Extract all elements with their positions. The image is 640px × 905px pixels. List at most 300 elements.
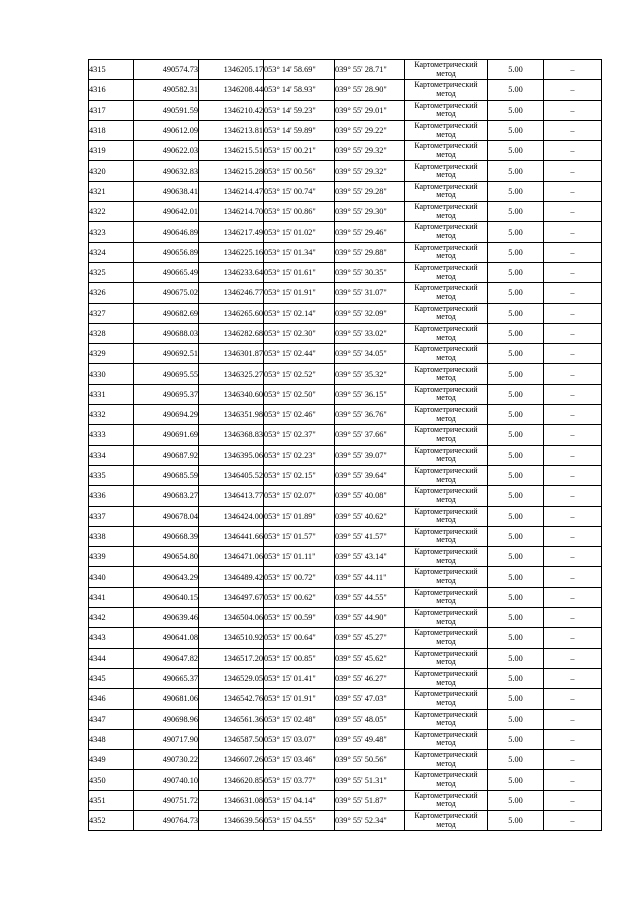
method-cell [405, 364, 488, 384]
method-cell [405, 668, 488, 688]
point-number-cell: 4316 [89, 80, 134, 100]
table-row [89, 425, 602, 445]
note-cell: – [544, 648, 602, 668]
method-line-2: метод [436, 231, 456, 241]
longitude-cell: 039° 55' 39.07" [335, 445, 405, 465]
longitude-cell: 039° 55' 39.64" [335, 465, 405, 485]
method-line-2: метод [436, 251, 456, 261]
accuracy-cell: 5.00 [488, 506, 544, 526]
longitude-cell: 039° 55' 29.46" [335, 222, 405, 242]
y-coordinate-cell: 1346205.17 [199, 60, 264, 80]
note-cell: – [544, 384, 602, 404]
x-coordinate-cell: 490574.73 [134, 60, 199, 80]
longitude-cell: 039° 55' 33.02" [335, 323, 405, 343]
y-coordinate-cell: 1346210.42 [199, 100, 264, 120]
point-number-cell: 4344 [89, 648, 134, 668]
y-coordinate-cell: 1346424.00 [199, 506, 264, 526]
table-row [89, 364, 602, 384]
method-line-1: Картометрический [414, 709, 478, 719]
longitude-cell: 039° 55' 44.55" [335, 587, 405, 607]
method-line-1: Картометрический [414, 222, 478, 232]
method-line-2: метод [436, 68, 456, 78]
method-cell [405, 486, 488, 506]
method-line-2: метод [436, 515, 456, 525]
longitude-cell: 039° 55' 45.62" [335, 648, 405, 668]
y-coordinate-cell: 1346208.44 [199, 80, 264, 100]
latitude-cell: 053° 15' 03.07" [264, 729, 335, 749]
accuracy-cell: 5.00 [488, 628, 544, 648]
note-cell: – [544, 222, 602, 242]
note-cell: – [544, 425, 602, 445]
point-number-cell: 4338 [89, 526, 134, 546]
method-line-2: метод [436, 576, 456, 586]
method-cell [405, 303, 488, 323]
point-number-cell: 4348 [89, 729, 134, 749]
table-row [89, 648, 602, 668]
note-cell: – [544, 608, 602, 628]
longitude-cell: 039° 55' 31.07" [335, 283, 405, 303]
y-coordinate-cell: 1346510.92 [199, 628, 264, 648]
method-cell [405, 445, 488, 465]
method-line-2: метод [436, 170, 456, 180]
method-line-2: метод [436, 312, 456, 322]
y-coordinate-cell: 1346542.76 [199, 689, 264, 709]
accuracy-cell: 5.00 [488, 283, 544, 303]
accuracy-cell: 5.00 [488, 445, 544, 465]
note-cell: – [544, 283, 602, 303]
longitude-cell: 039° 55' 40.08" [335, 486, 405, 506]
table-row [89, 587, 602, 607]
point-number-cell: 4341 [89, 587, 134, 607]
accuracy-cell: 5.00 [488, 181, 544, 201]
longitude-cell: 039° 55' 36.15" [335, 384, 405, 404]
longitude-cell: 039° 55' 45.27" [335, 628, 405, 648]
table-row [89, 323, 602, 343]
table-row [89, 60, 602, 80]
method-cell [405, 425, 488, 445]
table-row [89, 486, 602, 506]
longitude-cell: 039° 55' 46.27" [335, 668, 405, 688]
note-cell: – [544, 60, 602, 80]
y-coordinate-cell: 1346631.08 [199, 790, 264, 810]
x-coordinate-cell: 490687.92 [134, 445, 199, 465]
table-row [89, 810, 602, 830]
method-line-2: метод [436, 819, 456, 829]
y-coordinate-cell: 1346351.98 [199, 405, 264, 425]
method-cell [405, 384, 488, 404]
longitude-cell: 039° 55' 43.14" [335, 547, 405, 567]
latitude-cell: 053° 15' 02.30" [264, 323, 335, 343]
method-line-2: метод [436, 738, 456, 748]
latitude-cell: 053° 15' 00.59" [264, 608, 335, 628]
x-coordinate-cell: 490685.59 [134, 465, 199, 485]
method-line-1: Картометрический [414, 384, 478, 394]
longitude-cell: 039° 55' 32.09" [335, 303, 405, 323]
y-coordinate-cell: 1346413.77 [199, 486, 264, 506]
latitude-cell: 053° 15' 02.50" [264, 384, 335, 404]
latitude-cell: 053° 15' 00.21" [264, 141, 335, 161]
y-coordinate-cell: 1346340.60 [199, 384, 264, 404]
point-number-cell: 4319 [89, 141, 134, 161]
table-row [89, 181, 602, 201]
longitude-cell: 039° 55' 48.05" [335, 709, 405, 729]
latitude-cell: 053° 15' 02.15" [264, 465, 335, 485]
x-coordinate-cell: 490740.10 [134, 770, 199, 790]
y-coordinate-cell: 1346214.70 [199, 202, 264, 222]
y-coordinate-cell: 1346215.51 [199, 141, 264, 161]
method-cell [405, 608, 488, 628]
point-number-cell: 4343 [89, 628, 134, 648]
method-line-1: Картометрический [414, 80, 478, 90]
latitude-cell: 053° 15' 03.46" [264, 750, 335, 770]
latitude-cell: 053° 15' 00.56" [264, 161, 335, 181]
accuracy-cell: 5.00 [488, 120, 544, 140]
longitude-cell: 039° 55' 29.88" [335, 242, 405, 262]
method-line-1: Картометрический [414, 750, 478, 760]
method-cell [405, 242, 488, 262]
method-line-1: Картометрический [414, 648, 478, 658]
method-line-1: Картометрический [414, 303, 478, 313]
table-row [89, 202, 602, 222]
point-number-cell: 4350 [89, 770, 134, 790]
point-number-cell: 4346 [89, 689, 134, 709]
table-row [89, 242, 602, 262]
accuracy-cell: 5.00 [488, 526, 544, 546]
table-row [89, 222, 602, 242]
method-cell [405, 465, 488, 485]
method-line-2: метод [436, 291, 456, 301]
method-line-1: Картометрический [414, 60, 478, 70]
method-line-2: метод [436, 129, 456, 139]
accuracy-cell: 5.00 [488, 161, 544, 181]
point-number-cell: 4333 [89, 425, 134, 445]
table-row [89, 161, 602, 181]
latitude-cell: 053° 15' 02.48" [264, 709, 335, 729]
table-row [89, 506, 602, 526]
method-cell [405, 161, 488, 181]
note-cell: – [544, 587, 602, 607]
accuracy-cell: 5.00 [488, 668, 544, 688]
latitude-cell: 053° 15' 02.14" [264, 303, 335, 323]
latitude-cell: 053° 14' 59.89" [264, 120, 335, 140]
point-number-cell: 4334 [89, 445, 134, 465]
method-line-2: метод [436, 190, 456, 200]
point-number-cell: 4317 [89, 100, 134, 120]
x-coordinate-cell: 490698.96 [134, 709, 199, 729]
y-coordinate-cell: 1346561.36 [199, 709, 264, 729]
x-coordinate-cell: 490675.02 [134, 283, 199, 303]
table-row [89, 80, 602, 100]
method-cell [405, 141, 488, 161]
x-coordinate-cell: 490642.01 [134, 202, 199, 222]
latitude-cell: 053° 15' 01.89" [264, 506, 335, 526]
x-coordinate-cell: 490665.49 [134, 262, 199, 282]
method-cell [405, 202, 488, 222]
method-cell [405, 405, 488, 425]
accuracy-cell: 5.00 [488, 790, 544, 810]
method-line-1: Картометрический [414, 344, 478, 354]
latitude-cell: 053° 15' 02.07" [264, 486, 335, 506]
point-number-cell: 4332 [89, 405, 134, 425]
note-cell: – [544, 709, 602, 729]
point-number-cell: 4342 [89, 608, 134, 628]
accuracy-cell: 5.00 [488, 405, 544, 425]
y-coordinate-cell: 1346233.64 [199, 262, 264, 282]
method-line-2: метод [436, 535, 456, 545]
table-row [89, 689, 602, 709]
method-line-2: метод [436, 616, 456, 626]
longitude-cell: 039° 55' 51.87" [335, 790, 405, 810]
longitude-cell: 039° 55' 34.05" [335, 344, 405, 364]
method-cell [405, 344, 488, 364]
x-coordinate-cell: 490654.80 [134, 547, 199, 567]
x-coordinate-cell: 490668.39 [134, 526, 199, 546]
method-cell [405, 262, 488, 282]
method-line-1: Картометрический [414, 486, 478, 496]
latitude-cell: 053° 15' 00.62" [264, 587, 335, 607]
method-line-1: Картометрический [414, 608, 478, 618]
method-line-1: Картометрический [414, 100, 478, 110]
point-number-cell: 4326 [89, 283, 134, 303]
point-number-cell: 4328 [89, 323, 134, 343]
note-cell: – [544, 628, 602, 648]
x-coordinate-cell: 490764.73 [134, 810, 199, 830]
method-line-1: Картометрический [414, 689, 478, 699]
method-cell [405, 222, 488, 242]
longitude-cell: 039° 55' 44.11" [335, 567, 405, 587]
y-coordinate-cell: 1346265.60 [199, 303, 264, 323]
note-cell: – [544, 141, 602, 161]
longitude-cell: 039° 55' 35.32" [335, 364, 405, 384]
method-line-2: метод [436, 373, 456, 383]
table-row [89, 770, 602, 790]
method-cell [405, 120, 488, 140]
y-coordinate-cell: 1346529.05 [199, 668, 264, 688]
accuracy-cell: 5.00 [488, 100, 544, 120]
latitude-cell: 053° 15' 00.72" [264, 567, 335, 587]
method-cell [405, 567, 488, 587]
note-cell: – [544, 810, 602, 830]
x-coordinate-cell: 490622.03 [134, 141, 199, 161]
method-line-2: метод [436, 494, 456, 504]
method-cell [405, 100, 488, 120]
latitude-cell: 053° 15' 01.41" [264, 668, 335, 688]
table-row [89, 709, 602, 729]
latitude-cell: 053° 15' 04.55" [264, 810, 335, 830]
method-cell [405, 526, 488, 546]
method-line-1: Картометрический [414, 587, 478, 597]
longitude-cell: 039° 55' 29.30" [335, 202, 405, 222]
method-cell [405, 709, 488, 729]
accuracy-cell: 5.00 [488, 242, 544, 262]
point-number-cell: 4347 [89, 709, 134, 729]
accuracy-cell: 5.00 [488, 262, 544, 282]
accuracy-cell: 5.00 [488, 648, 544, 668]
point-number-cell: 4336 [89, 486, 134, 506]
point-number-cell: 4323 [89, 222, 134, 242]
method-line-2: метод [436, 271, 456, 281]
y-coordinate-cell: 1346395.06 [199, 445, 264, 465]
x-coordinate-cell: 490682.69 [134, 303, 199, 323]
method-cell [405, 628, 488, 648]
y-coordinate-cell: 1346217.49 [199, 222, 264, 242]
note-cell: – [544, 486, 602, 506]
x-coordinate-cell: 490643.29 [134, 567, 199, 587]
note-cell: – [544, 80, 602, 100]
method-line-1: Картометрический [414, 202, 478, 212]
latitude-cell: 053° 14' 58.93" [264, 80, 335, 100]
longitude-cell: 039° 55' 52.34" [335, 810, 405, 830]
note-cell: – [544, 303, 602, 323]
table-row [89, 344, 602, 364]
x-coordinate-cell: 490695.37 [134, 384, 199, 404]
note-cell: – [544, 547, 602, 567]
point-number-cell: 4349 [89, 750, 134, 770]
method-line-1: Картометрический [414, 181, 478, 191]
note-cell: – [544, 181, 602, 201]
method-line-2: метод [436, 474, 456, 484]
x-coordinate-cell: 490683.27 [134, 486, 199, 506]
point-number-cell: 4337 [89, 506, 134, 526]
accuracy-cell: 5.00 [488, 587, 544, 607]
note-cell: – [544, 161, 602, 181]
point-number-cell: 4345 [89, 668, 134, 688]
accuracy-cell: 5.00 [488, 770, 544, 790]
method-line-1: Картометрический [414, 790, 478, 800]
method-cell [405, 790, 488, 810]
method-line-1: Картометрический [414, 526, 478, 536]
longitude-cell: 039° 55' 40.62" [335, 506, 405, 526]
accuracy-cell: 5.00 [488, 303, 544, 323]
longitude-cell: 039° 55' 28.71" [335, 60, 405, 80]
note-cell: – [544, 790, 602, 810]
x-coordinate-cell: 490717.90 [134, 729, 199, 749]
latitude-cell: 053° 14' 58.69" [264, 60, 335, 80]
method-line-2: метод [436, 413, 456, 423]
y-coordinate-cell: 1346639.56 [199, 810, 264, 830]
accuracy-cell: 5.00 [488, 384, 544, 404]
y-coordinate-cell: 1346368.83 [199, 425, 264, 445]
table-row [89, 120, 602, 140]
note-cell: – [544, 364, 602, 384]
accuracy-cell: 5.00 [488, 364, 544, 384]
method-line-1: Картометрический [414, 263, 478, 273]
x-coordinate-cell: 490665.37 [134, 668, 199, 688]
x-coordinate-cell: 490691.69 [134, 425, 199, 445]
note-cell: – [544, 344, 602, 364]
accuracy-cell: 5.00 [488, 323, 544, 343]
method-line-1: Картометрический [414, 668, 478, 678]
latitude-cell: 053° 15' 02.23" [264, 445, 335, 465]
point-number-cell: 4340 [89, 567, 134, 587]
method-line-1: Картометрический [414, 729, 478, 739]
method-line-1: Картометрический [414, 770, 478, 780]
method-line-1: Картометрический [414, 425, 478, 435]
table-row [89, 790, 602, 810]
method-cell [405, 60, 488, 80]
longitude-cell: 039° 55' 36.76" [335, 405, 405, 425]
table-row [89, 445, 602, 465]
method-cell [405, 506, 488, 526]
longitude-cell: 039° 55' 37.66" [335, 425, 405, 445]
note-cell: – [544, 729, 602, 749]
coordinates-table-body [89, 60, 602, 831]
method-line-1: Картометрический [414, 323, 478, 333]
method-cell [405, 648, 488, 668]
table-row [89, 100, 602, 120]
method-line-1: Картометрический [414, 364, 478, 374]
method-line-1: Картометрический [414, 141, 478, 151]
latitude-cell: 053° 15' 00.74" [264, 181, 335, 201]
note-cell: – [544, 262, 602, 282]
method-line-2: метод [436, 210, 456, 220]
method-line-1: Картометрический [414, 567, 478, 577]
table-row [89, 628, 602, 648]
point-number-cell: 4351 [89, 790, 134, 810]
x-coordinate-cell: 490751.72 [134, 790, 199, 810]
point-number-cell: 4325 [89, 262, 134, 282]
method-line-1: Картометрический [414, 242, 478, 252]
y-coordinate-cell: 1346504.06 [199, 608, 264, 628]
y-coordinate-cell: 1346471.06 [199, 547, 264, 567]
method-line-1: Картометрический [414, 120, 478, 130]
note-cell: – [544, 465, 602, 485]
method-cell [405, 283, 488, 303]
point-number-cell: 4324 [89, 242, 134, 262]
longitude-cell: 039° 55' 29.01" [335, 100, 405, 120]
note-cell: – [544, 100, 602, 120]
accuracy-cell: 5.00 [488, 810, 544, 830]
table-row [89, 384, 602, 404]
table-row [89, 567, 602, 587]
latitude-cell: 053° 15' 02.46" [264, 405, 335, 425]
coordinates-table [88, 59, 602, 831]
accuracy-cell: 5.00 [488, 689, 544, 709]
latitude-cell: 053° 15' 03.77" [264, 770, 335, 790]
point-number-cell: 4339 [89, 547, 134, 567]
table-row [89, 750, 602, 770]
longitude-cell: 039° 55' 30.35" [335, 262, 405, 282]
longitude-cell: 039° 55' 29.22" [335, 120, 405, 140]
latitude-cell: 053° 15' 00.64" [264, 628, 335, 648]
y-coordinate-cell: 1346246.77 [199, 283, 264, 303]
table-row [89, 303, 602, 323]
method-line-1: Картометрический [414, 283, 478, 293]
latitude-cell: 053° 15' 02.44" [264, 344, 335, 364]
x-coordinate-cell: 490638.41 [134, 181, 199, 201]
latitude-cell: 053° 15' 02.37" [264, 425, 335, 445]
accuracy-cell: 5.00 [488, 547, 544, 567]
method-cell [405, 547, 488, 567]
note-cell: – [544, 405, 602, 425]
method-cell [405, 729, 488, 749]
method-line-2: метод [436, 799, 456, 809]
method-line-1: Картометрический [414, 811, 478, 821]
method-line-2: метод [436, 555, 456, 565]
latitude-cell: 053° 15' 00.86" [264, 202, 335, 222]
method-cell [405, 181, 488, 201]
point-number-cell: 4318 [89, 120, 134, 140]
y-coordinate-cell: 1346489.42 [199, 567, 264, 587]
table-row [89, 262, 602, 282]
note-cell: – [544, 668, 602, 688]
x-coordinate-cell: 490641.08 [134, 628, 199, 648]
table-row [89, 141, 602, 161]
method-cell [405, 750, 488, 770]
y-coordinate-cell: 1346225.16 [199, 242, 264, 262]
y-coordinate-cell: 1346497.67 [199, 587, 264, 607]
latitude-cell: 053° 15' 01.02" [264, 222, 335, 242]
